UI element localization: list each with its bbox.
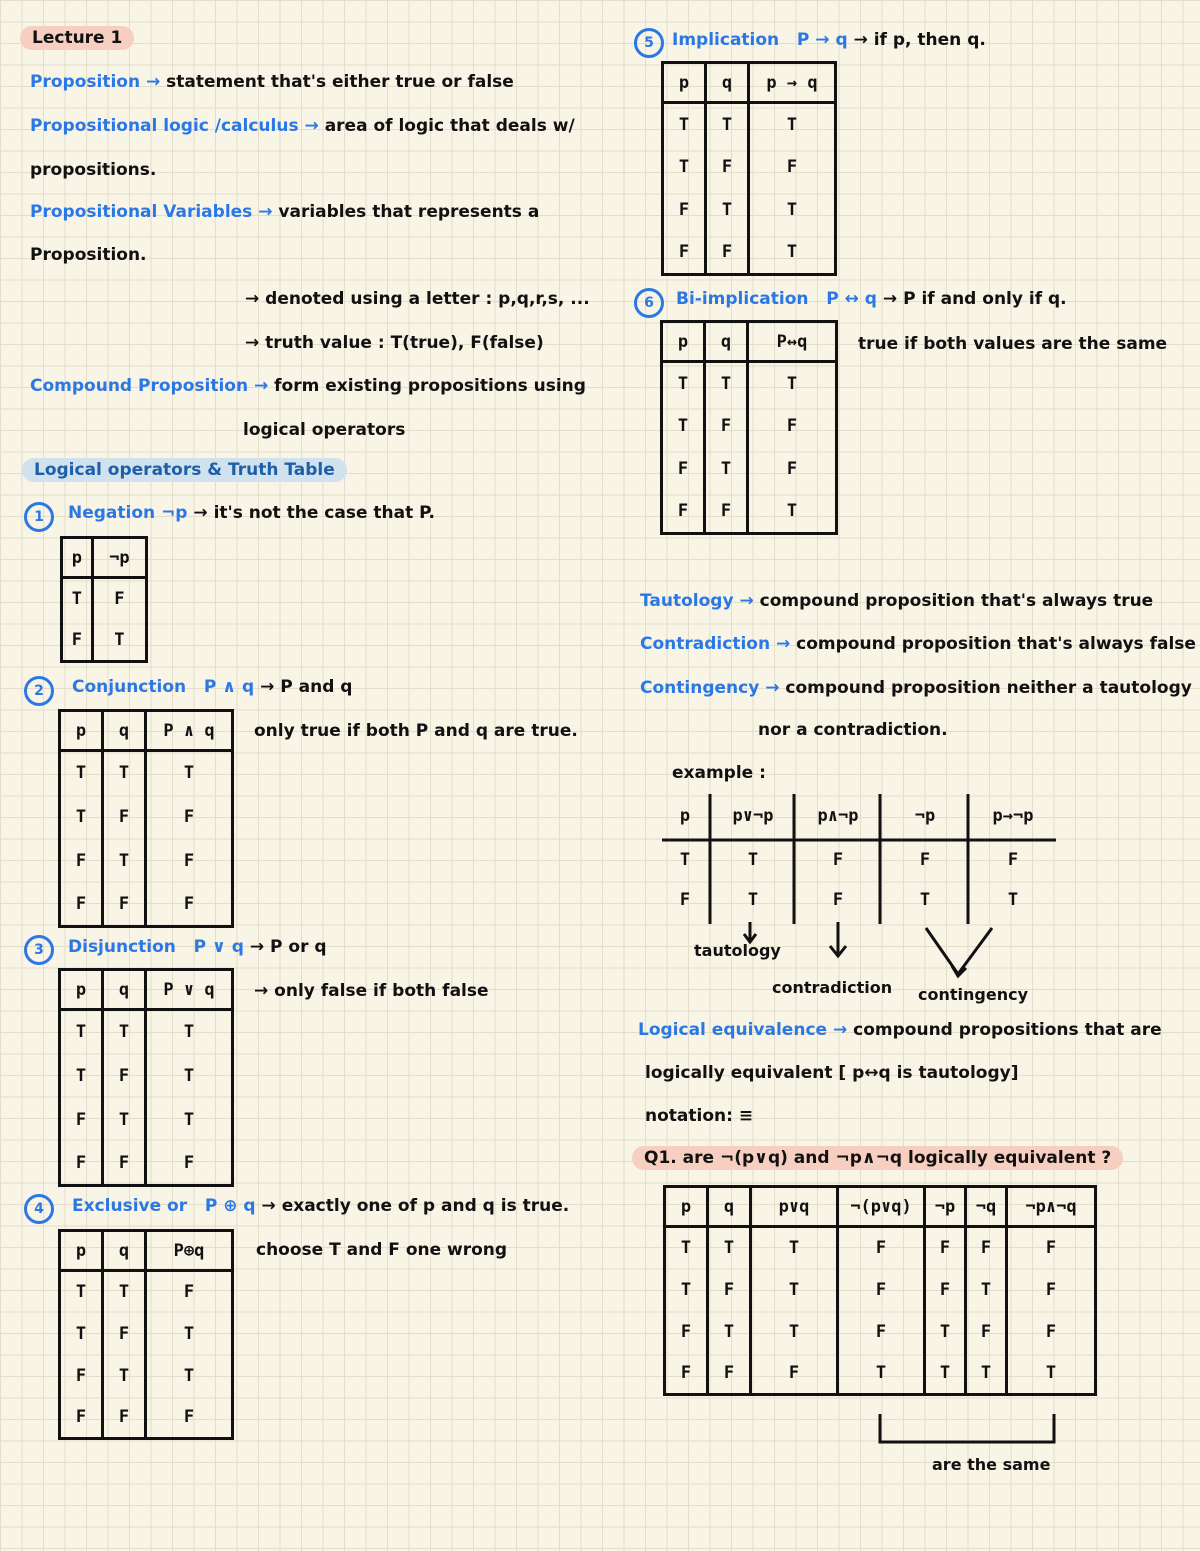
- term-propositional-logic: Propositional logic /calculus: [30, 116, 299, 136]
- table-cell: F: [832, 890, 844, 910]
- table-cell: F: [966, 1311, 1007, 1353]
- truth-table-question: [663, 1185, 1097, 1396]
- table-header: p: [60, 970, 103, 1010]
- operator-name: Implication: [672, 30, 780, 50]
- table-cell: T: [705, 362, 748, 405]
- table-cell: T: [748, 491, 837, 534]
- table-header: p∧¬p: [817, 806, 859, 826]
- number-badge: 5: [634, 28, 664, 58]
- table-cell: F: [146, 1271, 233, 1313]
- table-header: q: [103, 1231, 146, 1271]
- arrow-icon: →: [882, 289, 898, 309]
- question-title: Q1. are ¬(p∨q) and ¬p∧¬q logically equivalent ?: [632, 1146, 1123, 1170]
- term-compound: Compound Proposition: [30, 376, 249, 396]
- table-cell: F: [708, 1353, 751, 1395]
- definition-text: compound proposition that's always false: [796, 634, 1196, 654]
- table-cell: T: [146, 1098, 233, 1142]
- table-cell: F: [60, 1397, 103, 1439]
- variable-note: [245, 333, 544, 353]
- table-cell: F: [925, 1269, 966, 1311]
- variable-note: [245, 289, 590, 309]
- table-header: p: [665, 1187, 708, 1227]
- table-cell: T: [60, 1271, 103, 1313]
- truth-table-bi-implication: [660, 320, 838, 535]
- table-cell: F: [748, 448, 837, 491]
- table-cell: F: [62, 620, 93, 662]
- arrow-icon: →: [254, 981, 269, 1001]
- arrow-icon: →: [245, 289, 260, 309]
- definition-continuation: propositions.: [30, 160, 157, 180]
- bracket-label: are the same: [932, 1455, 1051, 1474]
- table-cell: T: [679, 850, 691, 870]
- table-cell: F: [146, 883, 233, 927]
- arrow-icon: →: [739, 591, 754, 611]
- table-cell: F: [146, 795, 233, 839]
- bracket-icon: [874, 1410, 1064, 1450]
- table-cell: T: [706, 103, 749, 146]
- label-tautology: tautology: [694, 941, 781, 960]
- table-cell: T: [1007, 1353, 1096, 1395]
- operator-heading: [68, 937, 327, 957]
- label-contradiction: contradiction: [772, 978, 893, 997]
- table-cell: F: [60, 839, 103, 883]
- operator-heading: [672, 30, 986, 50]
- table-header: p∨q: [751, 1187, 838, 1227]
- table-cell: F: [919, 850, 931, 870]
- arrow-icon: →: [832, 1020, 848, 1040]
- definition-propositional-logic: [30, 116, 575, 136]
- table-cell: F: [60, 1098, 103, 1142]
- table-cell: T: [749, 103, 836, 146]
- operator-desc: it's not the case that P.: [213, 503, 435, 523]
- table-cell: T: [662, 405, 705, 448]
- table-cell: T: [60, 1010, 103, 1054]
- lecture-title: Lecture 1: [20, 26, 134, 50]
- table-header: p: [60, 1231, 103, 1271]
- table-cell: T: [748, 362, 837, 405]
- definition-propositional-variables: [30, 202, 539, 222]
- arrow-icon: →: [249, 937, 265, 957]
- table-cell: T: [747, 850, 759, 870]
- table-header: p: [60, 711, 103, 751]
- label-contingency: contingency: [918, 985, 1028, 1004]
- definition-contradiction: [640, 634, 1196, 654]
- operator-heading: [676, 289, 1067, 309]
- number-badge: 6: [634, 288, 664, 318]
- table-header: ¬p: [925, 1187, 966, 1227]
- table-cell: F: [751, 1353, 838, 1395]
- table-cell: F: [705, 405, 748, 448]
- table-cell: T: [1007, 890, 1019, 910]
- table-cell: F: [1007, 1311, 1096, 1353]
- table-cell: T: [919, 890, 931, 910]
- table-header: ¬q: [966, 1187, 1007, 1227]
- table-cell: T: [705, 448, 748, 491]
- operator-desc: P if and only if q.: [903, 289, 1067, 309]
- definition-continuation: Proposition.: [30, 245, 147, 265]
- number-badge: 1: [24, 502, 54, 532]
- table-cell: F: [706, 146, 749, 189]
- table-cell: T: [146, 1355, 233, 1397]
- operator-heading: [72, 677, 352, 697]
- table-cell: F: [92, 578, 146, 620]
- number-badge: 3: [24, 935, 54, 965]
- truth-table-negation: [60, 536, 148, 663]
- table-header: p: [663, 63, 706, 103]
- operator-symbol: P ⊕ q: [204, 1196, 256, 1216]
- table-cell: T: [60, 795, 103, 839]
- table-cell: T: [749, 232, 836, 275]
- merge-arrow-icon: [926, 928, 992, 976]
- definition-text: compound proposition that's always true: [759, 591, 1154, 611]
- definition-logical-equivalence: [638, 1020, 1162, 1040]
- arrow-icon: →: [775, 634, 791, 654]
- variable-note-text: truth value : T(true), F(false): [265, 333, 544, 353]
- table-header: ¬(p∨q): [838, 1187, 925, 1227]
- table-header: P ∨ q: [146, 970, 233, 1010]
- table-cell: T: [708, 1227, 751, 1269]
- section-title: Logical operators & Truth Table: [22, 458, 347, 482]
- arrow-icon: →: [253, 376, 269, 396]
- table-header: p→¬p: [992, 806, 1034, 826]
- table-cell: F: [966, 1227, 1007, 1269]
- table-cell: T: [663, 146, 706, 189]
- table-cell: T: [751, 1269, 838, 1311]
- table-cell: F: [838, 1311, 925, 1353]
- operator-symbol: P → q: [796, 30, 848, 50]
- table-header: ¬p: [92, 538, 146, 578]
- table-cell: F: [103, 1142, 146, 1186]
- operator-name: Disjunction: [68, 937, 176, 957]
- table-cell: F: [1007, 1227, 1096, 1269]
- table-cell: T: [925, 1353, 966, 1395]
- table-cell: F: [705, 491, 748, 534]
- table-cell: F: [662, 491, 705, 534]
- arrow-icon: →: [765, 678, 780, 698]
- table-cell: F: [838, 1227, 925, 1269]
- table-cell: T: [665, 1269, 708, 1311]
- equivalence-notation: notation: ≡: [645, 1106, 754, 1126]
- table-cell: T: [103, 1010, 146, 1054]
- table-cell: F: [663, 189, 706, 232]
- table-header: P⊕q: [146, 1231, 233, 1271]
- table-cell: F: [665, 1353, 708, 1395]
- table-cell: F: [60, 1355, 103, 1397]
- table-cell: T: [751, 1311, 838, 1353]
- arrow-icon: →: [853, 30, 868, 50]
- variable-note-text: denoted using a letter : p,q,r,s, ...: [265, 289, 590, 309]
- arrow-down-icon: [744, 922, 756, 942]
- table-cell: F: [679, 890, 691, 910]
- table-cell: F: [103, 1313, 146, 1355]
- operator-desc: if p, then q.: [873, 30, 986, 50]
- table-header: q: [103, 711, 146, 751]
- table-cell: T: [925, 1311, 966, 1353]
- operator-symbol: P ↔ q: [826, 289, 877, 309]
- table-header: p → q: [749, 63, 836, 103]
- table-cell: T: [103, 1271, 146, 1313]
- table-header: p: [662, 322, 705, 362]
- table-header: p∨¬p: [732, 806, 774, 826]
- operator-name: Conjunction: [72, 677, 187, 697]
- table-cell: T: [146, 1313, 233, 1355]
- table-cell: T: [146, 1010, 233, 1054]
- table-cell: F: [146, 1142, 233, 1186]
- number-badge: 2: [24, 676, 54, 706]
- table-header: p: [62, 538, 93, 578]
- arrow-down-icon: [830, 922, 846, 956]
- number-badge: 4: [24, 1194, 54, 1224]
- definition-continuation: logical operators: [243, 420, 406, 440]
- operator-note: [254, 981, 489, 1001]
- operator-symbol: P ∧ q: [203, 677, 255, 697]
- truth-table-disjunction: [58, 968, 234, 1187]
- operator-heading: [72, 1196, 569, 1216]
- arrow-icon: →: [245, 333, 260, 353]
- example-table: [660, 790, 1060, 930]
- definition-text: compound proposition neither a tautology: [785, 678, 1192, 698]
- table-cell: T: [966, 1353, 1007, 1395]
- table-cell: T: [103, 1098, 146, 1142]
- term-proposition: Proposition: [30, 72, 141, 92]
- truth-table-implication: [661, 61, 837, 276]
- operator-desc: P and q: [280, 677, 353, 697]
- table-header: ¬p: [914, 806, 936, 826]
- definition-proposition: [30, 72, 514, 92]
- operator-desc: exactly one of p and q is true.: [281, 1196, 570, 1216]
- table-cell: T: [663, 103, 706, 146]
- definition-text: statement that's either true or false: [166, 72, 514, 92]
- term-propositional-variables: Propositional Variables: [30, 202, 253, 222]
- table-header: q: [705, 322, 748, 362]
- operator-note: true if both values are the same: [858, 334, 1168, 354]
- arrow-icon: →: [145, 72, 161, 92]
- table-cell: T: [662, 362, 705, 405]
- table-cell: F: [665, 1311, 708, 1353]
- term-tautology: Tautology: [640, 591, 734, 611]
- operator-name: Exclusive or: [72, 1196, 188, 1216]
- table-cell: T: [146, 1054, 233, 1098]
- table-cell: F: [749, 146, 836, 189]
- definition-tautology: [640, 591, 1153, 611]
- definition-continuation: logically equivalent [ p↔q is tautology]: [645, 1063, 1019, 1083]
- table-cell: T: [966, 1269, 1007, 1311]
- table-cell: F: [663, 232, 706, 275]
- table-header: q: [103, 970, 146, 1010]
- table-cell: F: [1007, 1269, 1096, 1311]
- table-header: q: [708, 1187, 751, 1227]
- truth-table-exclusive-or: [58, 1229, 234, 1440]
- definition-contingency: [640, 678, 1192, 698]
- table-cell: F: [60, 883, 103, 927]
- table-header: q: [706, 63, 749, 103]
- operator-symbol: P ∨ q: [193, 937, 244, 957]
- definition-compound: [30, 376, 586, 396]
- term-logical-equivalence: Logical equivalence: [638, 1020, 828, 1040]
- definition-text: area of logic that deals w/: [324, 116, 575, 136]
- operator-name: Negation: [68, 503, 156, 523]
- definition-text: compound propositions that are: [853, 1020, 1162, 1040]
- definition-continuation: nor a contradiction.: [758, 720, 948, 740]
- operator-desc: P or q: [270, 937, 327, 957]
- table-header: p: [679, 806, 691, 826]
- truth-table-conjunction: [58, 709, 234, 928]
- operator-name: Bi-implication: [676, 289, 809, 309]
- table-header: P↔q: [748, 322, 837, 362]
- table-cell: T: [838, 1353, 925, 1395]
- arrow-icon: →: [260, 677, 275, 697]
- table-cell: F: [146, 1397, 233, 1439]
- operator-note: choose T and F one wrong: [256, 1240, 508, 1260]
- table-cell: T: [60, 1054, 103, 1098]
- table-cell: T: [60, 1313, 103, 1355]
- table-cell: F: [748, 405, 837, 448]
- arrow-icon: →: [304, 116, 319, 136]
- table-cell: F: [706, 232, 749, 275]
- table-cell: T: [665, 1227, 708, 1269]
- table-cell: F: [1007, 850, 1019, 870]
- table-cell: T: [60, 751, 103, 795]
- arrow-icon: →: [193, 503, 208, 523]
- table-header: P ∧ q: [146, 711, 233, 751]
- table-cell: T: [62, 578, 93, 620]
- table-cell: T: [103, 1355, 146, 1397]
- table-cell: F: [103, 795, 146, 839]
- operator-heading: [68, 503, 435, 523]
- table-cell: F: [832, 850, 844, 870]
- definition-text: variables that represents a: [278, 202, 540, 222]
- table-cell: T: [103, 839, 146, 883]
- table-cell: F: [146, 839, 233, 883]
- term-contradiction: Contradiction: [640, 634, 771, 654]
- table-cell: F: [103, 883, 146, 927]
- table-cell: F: [103, 1397, 146, 1439]
- arrow-icon: →: [261, 1196, 276, 1216]
- table-cell: T: [92, 620, 146, 662]
- table-cell: T: [103, 751, 146, 795]
- table-header: ¬p∧¬q: [1007, 1187, 1096, 1227]
- table-cell: F: [838, 1269, 925, 1311]
- table-cell: T: [751, 1227, 838, 1269]
- table-cell: T: [708, 1311, 751, 1353]
- table-cell: T: [706, 189, 749, 232]
- table-cell: F: [662, 448, 705, 491]
- example-label: example :: [672, 763, 766, 783]
- table-cell: F: [708, 1269, 751, 1311]
- table-cell: T: [146, 751, 233, 795]
- operator-note-text: only false if both false: [274, 981, 489, 1001]
- operator-symbol: ¬p: [161, 503, 188, 523]
- table-cell: F: [103, 1054, 146, 1098]
- arrow-icon: →: [258, 202, 273, 222]
- term-contingency: Contingency: [640, 678, 760, 698]
- definition-text: form existing propositions using: [274, 376, 586, 396]
- table-cell: F: [60, 1142, 103, 1186]
- operator-note: only true if both P and q are true.: [254, 721, 578, 741]
- table-cell: T: [747, 890, 759, 910]
- table-cell: F: [925, 1227, 966, 1269]
- table-cell: T: [749, 189, 836, 232]
